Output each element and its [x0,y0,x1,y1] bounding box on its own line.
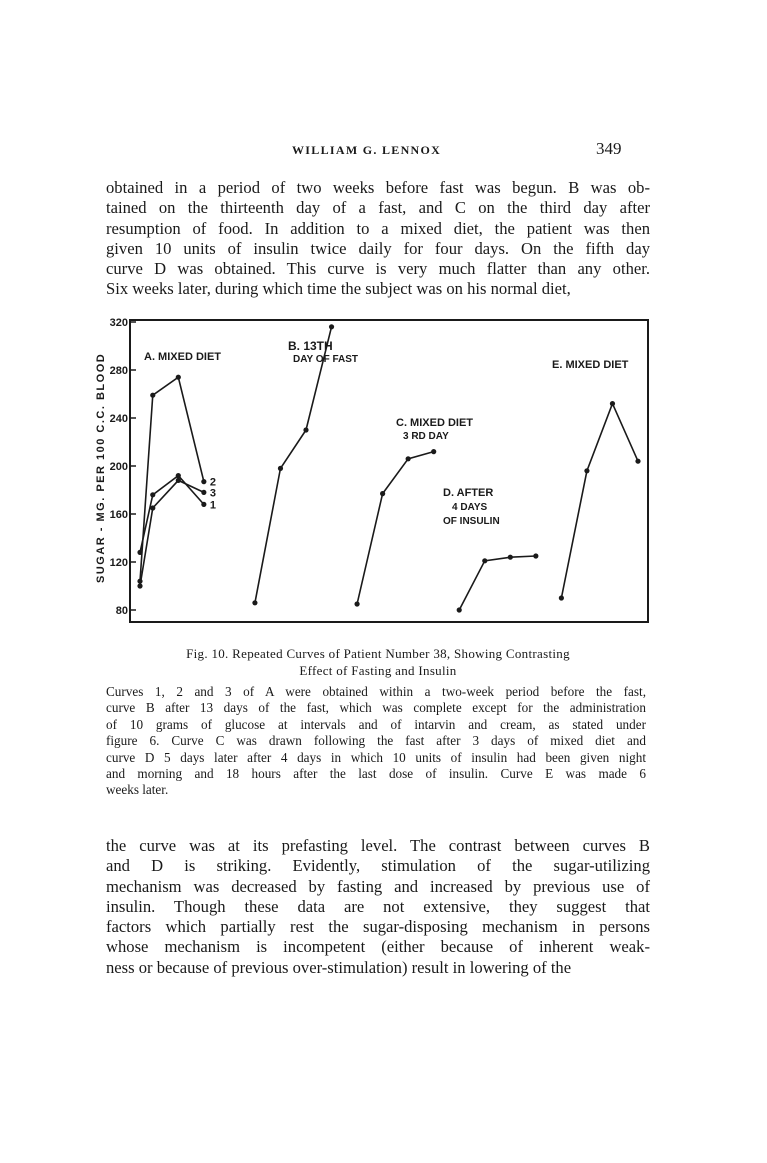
figure-caption-title [106,645,650,679]
text-line: ness or because of previous over-stimulation) result in lowering of the [106,957,572,977]
label-d-of-insulin: OF INSULIN [443,516,500,527]
y-tick-label: 200 [109,461,128,473]
data-point-a2 [201,479,206,484]
text-line: insulin. Though these data are not extensive, they suggest that [106,896,650,916]
data-point-b [303,427,308,432]
data-point-a1 [201,502,206,507]
series-line-d [459,556,536,610]
y-tick-label: 80 [115,605,128,617]
running-head: WILLIAM G. LENNOX [292,143,442,157]
data-point-c [431,449,436,454]
text-line: tained on the thirteenth day of a fast, and C on the third day after [106,198,650,218]
series-line-c [357,452,434,604]
y-tick-label: 160 [109,509,128,521]
label-b-13th: B. 13TH [288,339,333,353]
data-point-a2 [176,375,181,380]
body-paragraph-bottom [106,836,650,978]
text-line: and D is striking. Evidently, stimulation of the sugar-utilizing [106,856,650,876]
y-tick-label: 320 [109,317,128,329]
label-a-mixed-diet: A. MIXED DIET [144,351,222,363]
data-point-b [252,600,257,605]
text-line: curve D was obtained. This curve is very much flatter than any other. [106,259,650,279]
figure-caption-body [106,684,646,799]
y-axis-label: SUGAR - MG. PER 100 C.C. BLOOD [95,352,107,583]
label-b-day-of-fast: DAY OF FAST [293,354,359,365]
caption-line: Curves 1, 2 and 3 of A were obtained within a two-week period before the fast, [106,684,646,699]
data-point-e [635,459,640,464]
data-point-a2 [150,393,155,398]
caption-title-line: Effect of Fasting and Insulin [299,663,457,678]
label-c-3rd-day: 3 RD DAY [403,431,449,442]
text-line: Six weeks later, during which time the subject was on his normal diet, [106,279,571,299]
series-line-e [561,404,638,598]
y-tick-label: 240 [109,413,128,425]
data-point-c [380,491,385,496]
y-ticks [110,317,136,617]
data-point-a1 [176,473,181,478]
caption-line: curve B after 13 days of the fast, which was complete except for the administration [106,700,646,716]
caption-line: weeks later. [106,782,169,798]
body-paragraph-top [106,178,650,300]
data-point-a3 [201,490,206,495]
series-end-label-a2: 2 [209,476,216,489]
data-point-d [482,558,487,563]
series-line-a2 [140,377,204,581]
text-line: whose mechanism is incompetent (either because of inherent weak- [106,937,650,957]
data-point-e [559,595,564,600]
text-line: mechanism was decreased by fasting and increased by previous use of [106,876,650,896]
data-point-b [278,466,283,471]
caption-line: figure 6. Curve C was drawn following the fast after 3 days of mixed diet and [106,733,646,749]
caption-line: of 10 grams of glucose at intervals and of intarvin and cream, as stated under [106,716,646,732]
text-line: factors which partially rest the sugar-disposing mechanism in persons [106,917,650,937]
label-e-mixed-diet: E. MIXED DIET [552,359,629,371]
series-end-label-a3: 3 [209,487,216,500]
text-line: obtained in a period of two weeks before fast was begun. B was ob- [106,178,650,197]
page-header [0,141,767,161]
label-d-after: D. AFTER [443,487,494,499]
series-end-label-a1: 1 [209,499,216,512]
data-point-a3 [137,583,142,588]
data-point-d [457,607,462,612]
caption-line: and morning and 18 hours after the last dose of insulin. Curve E was made 6 [106,766,646,782]
chart-svg [86,312,656,630]
series-line-b [255,327,332,603]
figure-10-chart [86,312,656,630]
text-line: given 10 units of insulin twice daily for four days. On the fifth day [106,238,650,258]
page-number: 349 [596,139,622,158]
data-point-e [584,468,589,473]
data-point-d [508,555,513,560]
data-point-a1 [150,492,155,497]
series-line-a3 [140,480,204,586]
y-tick-label: 280 [109,365,128,377]
label-d-4-days: 4 DAYS [452,502,488,513]
text-line: resumption of food. In addition to a mixed diet, the patient was then [106,218,650,238]
text-line: the curve was at its prefasting level. The contrast between curves B [106,836,650,855]
data-point-e [610,401,615,406]
data-point-d [533,553,538,558]
caption-title-line: Fig. 10. Repeated Curves of Patient Number 38, Showing Contrasting [186,646,570,661]
data-point-b [329,324,334,329]
data-point-c [406,456,411,461]
label-c-mixed-diet: C. MIXED DIET [396,417,474,429]
caption-line: curve D 5 days later after 4 days in which 10 units of insulin had been given night [106,749,646,765]
data-point-a3 [176,478,181,483]
data-point-a3 [150,505,155,510]
y-tick-label: 120 [109,557,128,569]
data-point-c [354,601,359,606]
